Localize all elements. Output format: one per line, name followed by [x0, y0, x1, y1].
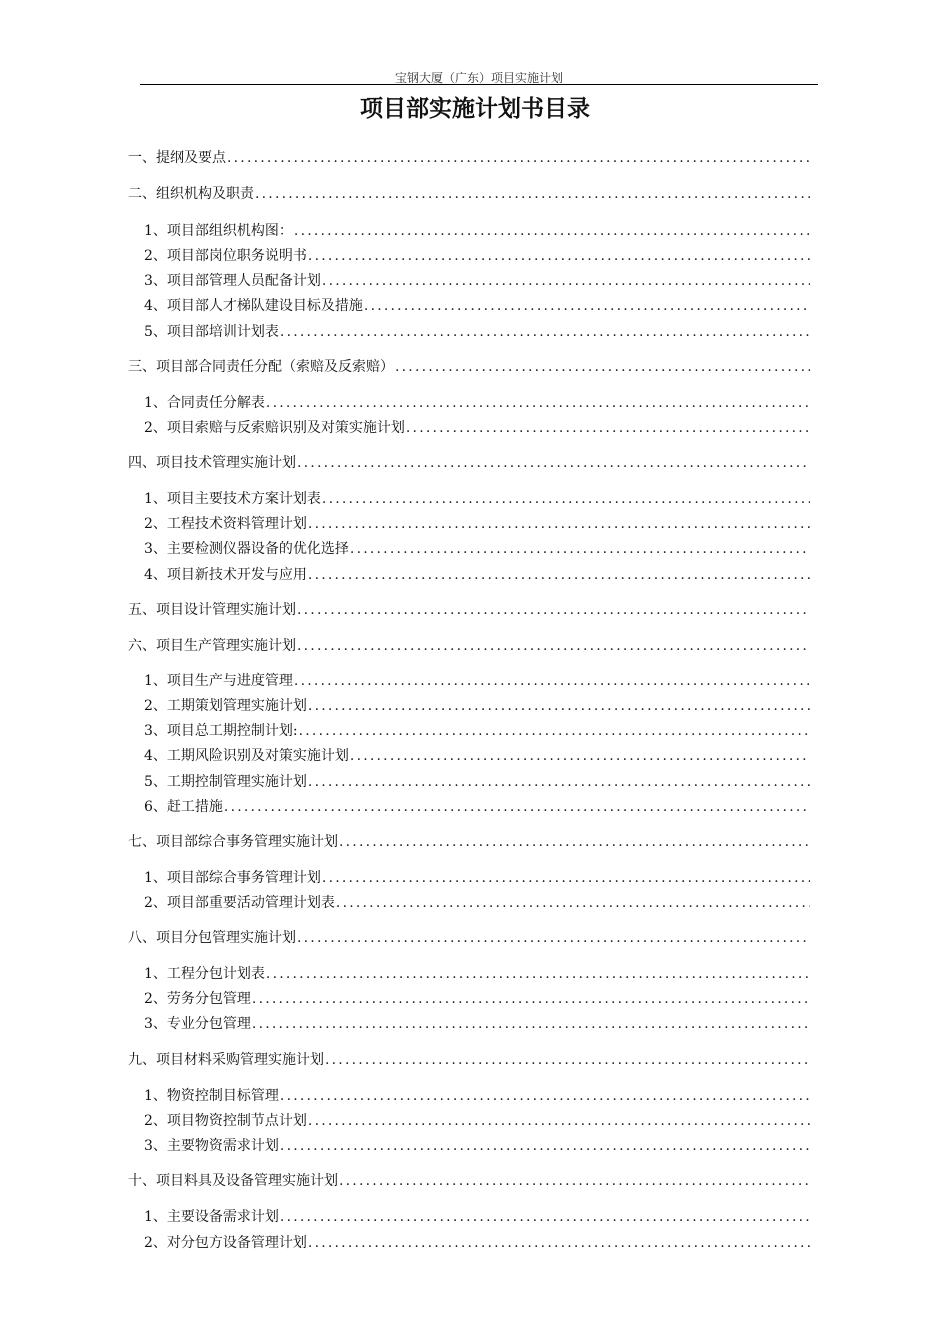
toc-entry-text: 1、项目主要技术方案计划表	[144, 491, 321, 507]
toc-entry-text: 八、项目分包管理实施计划	[128, 930, 296, 946]
toc-dot-leader	[322, 868, 810, 888]
toc-entry-text: 1、项目生产与进度管理	[144, 673, 293, 689]
toc-subsection-entry[interactable]	[144, 246, 810, 266]
toc-dot-leader	[339, 832, 810, 852]
toc-entry-text: 1、主要设备需求计划	[144, 1209, 279, 1225]
toc-dot-leader	[252, 989, 810, 1009]
toc-entry-text: 1、合同责任分解表	[144, 395, 265, 411]
toc-dot-leader	[395, 357, 810, 377]
toc-entry-text: 2、项目物资控制节点计划	[144, 1113, 307, 1129]
toc-dot-leader	[322, 271, 810, 291]
toc-entry-text: 二、组织机构及职责	[128, 186, 254, 202]
toc-section-entry[interactable]	[128, 453, 810, 473]
toc-dot-leader	[294, 671, 810, 691]
toc-entry-text: 2、工期策划管理实施计划	[144, 698, 307, 714]
toc-dot-leader	[280, 1207, 810, 1227]
toc-subsection-entry[interactable]	[144, 797, 810, 817]
toc-subsection-entry[interactable]	[144, 1111, 810, 1131]
toc-entry-text: 九、项目材料采购管理实施计划	[128, 1052, 324, 1068]
toc-entry-text: 3、项目部管理人员配备计划	[144, 273, 321, 289]
toc-entry-text: 3、项目总工期控制计划:	[144, 723, 298, 739]
toc-dot-leader	[364, 296, 810, 316]
toc-dot-leader	[294, 221, 810, 241]
toc-subsection-entry[interactable]	[144, 671, 810, 691]
toc-entry-text: 4、项目新技术开发与应用	[144, 567, 307, 583]
toc-subsection-entry[interactable]	[144, 1086, 810, 1106]
toc-dot-leader	[336, 893, 810, 913]
toc-subsection-entry[interactable]	[144, 565, 810, 585]
toc-dot-leader	[308, 565, 810, 585]
toc-dot-leader	[252, 1014, 810, 1034]
toc-entry-text: 3、专业分包管理	[144, 1016, 251, 1032]
page-title: 项目部实施计划书目录	[360, 96, 590, 122]
toc-dot-leader	[339, 1171, 810, 1191]
toc-entry-text: 3、主要物资需求计划	[144, 1138, 279, 1154]
toc-section-entry[interactable]	[128, 832, 810, 852]
toc-subsection-entry[interactable]	[144, 1014, 810, 1034]
toc-entry-text: 4、项目部人才梯队建设目标及措施	[144, 298, 363, 314]
toc-subsection-entry[interactable]	[144, 271, 810, 291]
toc-subsection-entry[interactable]	[144, 539, 810, 559]
toc-dot-leader	[297, 928, 810, 948]
toc-dot-leader	[227, 148, 810, 168]
toc-subsection-entry[interactable]	[144, 322, 810, 342]
toc-dot-leader	[255, 184, 810, 204]
toc-entry-text: 一、提纲及要点	[128, 150, 226, 166]
toc-dot-leader	[297, 636, 810, 656]
toc-entry-text: 1、项目部综合事务管理计划	[144, 870, 321, 886]
toc-subsection-entry[interactable]	[144, 393, 810, 413]
toc-section-entry[interactable]	[128, 600, 810, 620]
running-header: 宝钢大厦（广东）项目实施计划	[394, 71, 563, 85]
toc-dot-leader	[308, 1111, 810, 1131]
toc-dot-leader	[308, 246, 810, 266]
toc-entry-text: 十、项目料具及设备管理实施计划	[128, 1173, 338, 1189]
toc-entry-text: 5、项目部培训计划表	[144, 324, 279, 340]
toc-dot-leader	[280, 1086, 810, 1106]
toc-entry-text: 五、项目设计管理实施计划	[128, 602, 296, 618]
toc-entry-text: 七、项目部综合事务管理实施计划	[128, 834, 338, 850]
toc-section-entry[interactable]	[128, 1050, 810, 1070]
toc-subsection-entry[interactable]	[144, 989, 810, 1009]
toc-subsection-entry[interactable]	[144, 1207, 810, 1227]
toc-subsection-entry[interactable]	[144, 772, 810, 792]
toc-subsection-entry[interactable]	[144, 418, 810, 438]
toc-entry-text: 1、项目部组织机构图：	[144, 223, 293, 239]
toc-section-entry[interactable]	[128, 184, 810, 204]
toc-dot-leader	[224, 797, 810, 817]
toc-entry-text: 2、劳务分包管理	[144, 991, 251, 1007]
toc-dot-leader	[299, 721, 810, 741]
toc-dot-leader	[297, 600, 810, 620]
toc-entry-text: 4、工期风险识别及对策实施计划	[144, 748, 349, 764]
toc-subsection-entry[interactable]	[144, 221, 810, 241]
toc-subsection-entry[interactable]	[144, 489, 810, 509]
toc-entry-text: 5、工期控制管理实施计划	[144, 774, 307, 790]
toc-dot-leader	[406, 418, 810, 438]
toc-dot-leader	[280, 1136, 810, 1156]
toc-subsection-entry[interactable]	[144, 696, 810, 716]
toc-subsection-entry[interactable]	[144, 868, 810, 888]
toc-subsection-entry[interactable]	[144, 721, 810, 741]
toc-dot-leader	[308, 514, 810, 534]
toc-entry-text: 三、项目部合同责任分配（索赔及反索赔）	[128, 359, 394, 375]
toc-entry-text: 六、项目生产管理实施计划	[128, 638, 296, 654]
toc-subsection-entry[interactable]	[144, 964, 810, 984]
toc-dot-leader	[308, 1233, 810, 1253]
toc-entry-text: 2、项目部岗位职务说明书	[144, 248, 307, 264]
toc-subsection-entry[interactable]	[144, 514, 810, 534]
toc-entry-text: 2、项目索赔与反索赔识别及对策实施计划	[144, 420, 405, 436]
toc-entry-text: 2、项目部重要活动管理计划表	[144, 895, 335, 911]
toc-section-entry[interactable]	[128, 928, 810, 948]
toc-section-entry[interactable]	[128, 357, 810, 377]
toc-dot-leader	[266, 393, 810, 413]
toc-entry-text: 1、物资控制目标管理	[144, 1088, 279, 1104]
toc-entry-text: 四、项目技术管理实施计划	[128, 455, 296, 471]
toc-entry-text: 6、赶工措施	[144, 799, 223, 815]
toc-section-entry[interactable]	[128, 1171, 810, 1191]
toc-entry-text: 1、工程分包计划表	[144, 966, 265, 982]
toc-entry-text: 2、工程技术资料管理计划	[144, 516, 307, 532]
toc-dot-leader	[280, 322, 810, 342]
toc-dot-leader	[322, 489, 810, 509]
toc-subsection-entry[interactable]	[144, 296, 810, 316]
toc-dot-leader	[308, 696, 810, 716]
toc-entry-text: 2、对分包方设备管理计划	[144, 1235, 307, 1251]
toc-dot-leader	[350, 539, 810, 559]
toc-subsection-entry[interactable]	[144, 746, 810, 766]
toc-subsection-entry[interactable]	[144, 1136, 810, 1156]
toc-dot-leader	[297, 453, 810, 473]
toc-dot-leader	[266, 964, 810, 984]
toc-dot-leader	[308, 772, 810, 792]
toc-dot-leader	[350, 746, 810, 766]
toc-section-entry[interactable]	[128, 636, 810, 656]
toc-subsection-entry[interactable]	[144, 893, 810, 913]
toc-entry-text: 3、主要检测仪器设备的优化选择	[144, 541, 349, 557]
toc-section-entry[interactable]	[128, 148, 810, 168]
toc-dot-leader	[325, 1050, 810, 1070]
toc-subsection-entry[interactable]	[144, 1233, 810, 1253]
